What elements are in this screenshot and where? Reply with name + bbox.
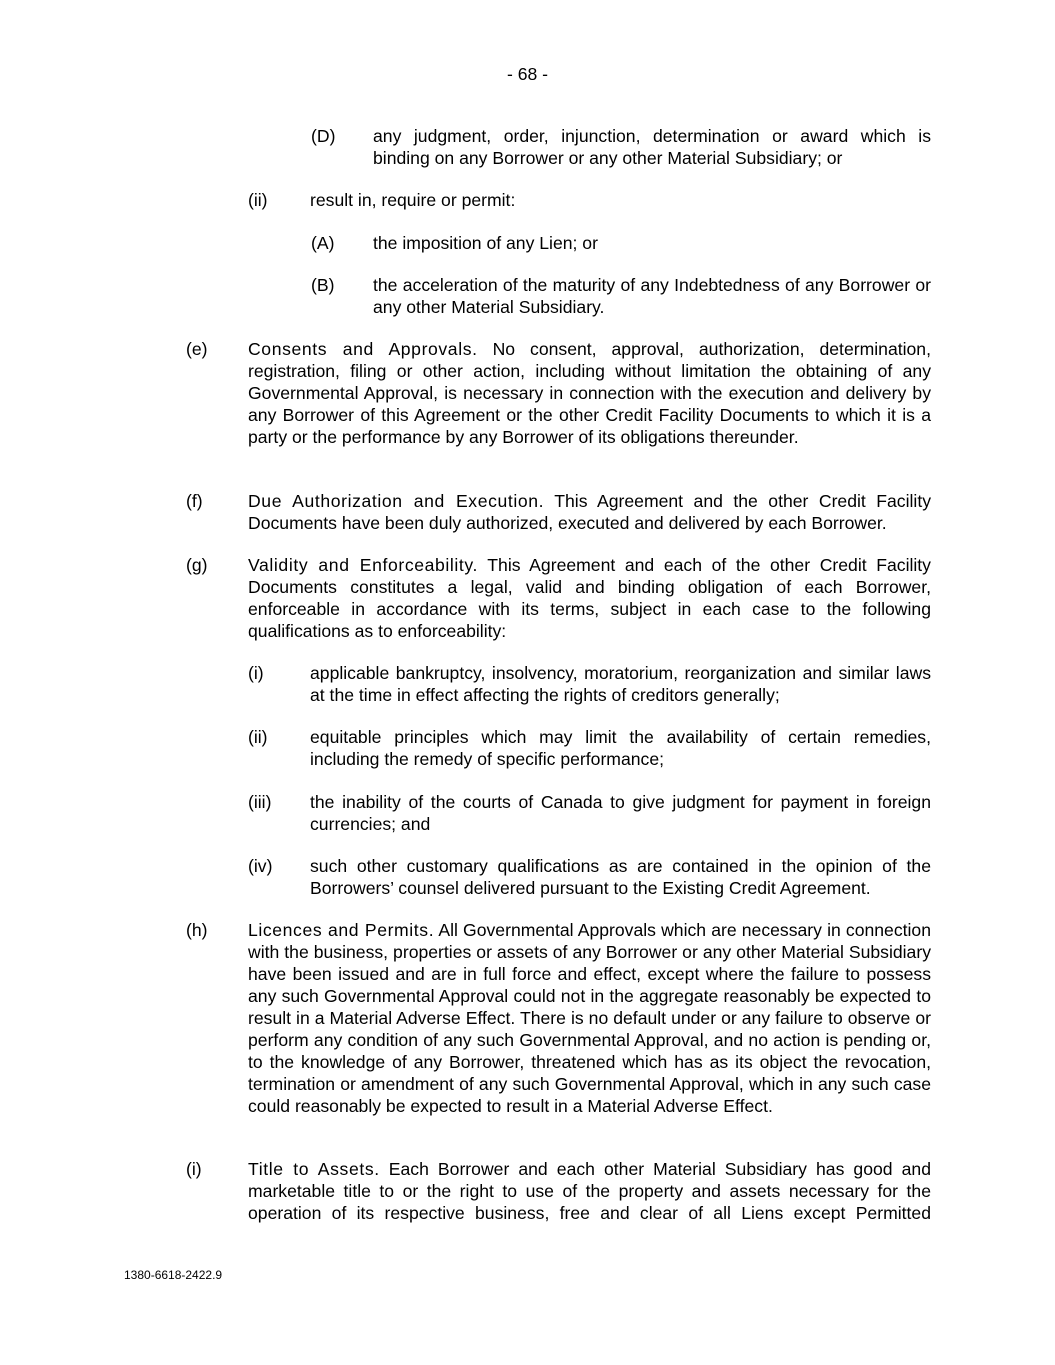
section-body: This Agreement and each of the other Credit Facility Documents constitutes a legal, valid and binding obligation of each Borrower, enforceable in accordance with its terms, subject in each case to the following qualifications as to enforceability: (248, 555, 931, 641)
clause-label: (B) (311, 275, 335, 295)
section-label: (f) (186, 491, 203, 511)
clause-B (311, 274, 931, 318)
section-label: (g) (186, 555, 208, 575)
section-heading: Title to Assets. (248, 1159, 380, 1179)
clause-text: any judgment, order, injunction, determination or award which is binding on any Borrower or any other Material Subsidiary; or (373, 126, 931, 168)
clause-ii-result (248, 189, 931, 211)
subclause-g-iii (248, 791, 931, 835)
section-body: Each Borrower and each other Material Subsidiary has good and marketable title to or the right to use of the property and assets necessary for the operation of its respective business, free and clear of all Liens except Permitted (248, 1159, 931, 1223)
section-text (248, 338, 931, 448)
section-text (248, 1158, 931, 1224)
clause-text: the imposition of any Lien; or (373, 233, 598, 253)
clause-label: (ii) (248, 190, 268, 210)
section-e-consents (186, 338, 931, 470)
clause-text: equitable principles which may limit the availability of certain remedies, including the remedy of specific performance; (310, 727, 931, 769)
section-label: (e) (186, 339, 208, 359)
section-text (248, 490, 931, 534)
section-heading: Consents and Approvals. (248, 339, 478, 359)
section-body: This Agreement and the other Credit Facility Documents have been duly authorized, executed and delivered by each Borrower. (248, 491, 932, 533)
clause-label: (ii) (248, 727, 268, 747)
clause-label: (iv) (248, 856, 273, 876)
clause-text: result in, require or permit: (310, 190, 516, 210)
clause-text: the acceleration of the maturity of any Indebtedness of any Borrower or any other Material Subsidiary. (373, 275, 931, 317)
section-label: (h) (186, 920, 208, 940)
section-body: No consent, approval, authorization, determination, registration, filing or other action, including without limitation the obtaining of any Governmental Approval, is necessary in connection with the execution and delivery by any Borrower of this Agreement or the other Credit Facility Documents to which it is a party or the performance by any Borrower of its obligations thereunder. (248, 339, 931, 447)
section-text (248, 554, 931, 642)
section-f-due-authorization (186, 490, 931, 534)
section-text (248, 919, 931, 1117)
subclause-g-ii (248, 726, 931, 770)
clause-text: applicable bankruptcy, insolvency, moratorium, reorganization and similar laws at the time in effect affecting the rights of creditors generally; (310, 663, 931, 705)
clause-A (311, 232, 931, 254)
section-h-licences (186, 919, 931, 1139)
clause-text: such other customary qualifications as are contained in the opinion of the Borrowers’ counsel delivered pursuant to the Existing Credit Agreement. (310, 856, 931, 898)
clause-label: (iii) (248, 792, 272, 812)
subclause-g-i (248, 662, 931, 706)
section-heading: Validity and Enforceability. (248, 555, 478, 575)
section-label: (i) (186, 1159, 202, 1179)
page-number: - 68 - (506, 64, 549, 84)
clause-label: (i) (248, 663, 264, 683)
section-heading: Licences and Permits. (248, 920, 435, 940)
subclause-g-iv (248, 855, 931, 899)
clause-label: (D) (311, 126, 336, 146)
clause-label: (A) (311, 233, 335, 253)
clause-text: the inability of the courts of Canada to give judgment for payment in foreign currencies; and (310, 792, 931, 834)
clause-D (311, 125, 931, 169)
section-g-validity (186, 554, 931, 642)
section-i-title-to-assets (186, 1158, 931, 1224)
document-id: 1380-6618-2422.9 (124, 1268, 223, 1282)
section-body: All Governmental Approvals which are necessary in connection with the business, properties or assets of any Borrower or any other Material Subsidiary have been issued and are in full force and effect, except where the failure to possess any such Governmental Approval could not in the aggregate reasonably be expected to result in a Material Adverse Effect. There is no default under or any failure to observe or perform any condition of any such Governmental Approval, and no action is pending or, to the knowledge of any Borrower, threatened which has as its object the revocation, termination or amendment of any such Governmental Approval, which in any such case could reasonably be expected to result in a Material Adverse Effect. (248, 920, 932, 1116)
section-heading: Due Authorization and Execution. (248, 491, 545, 511)
